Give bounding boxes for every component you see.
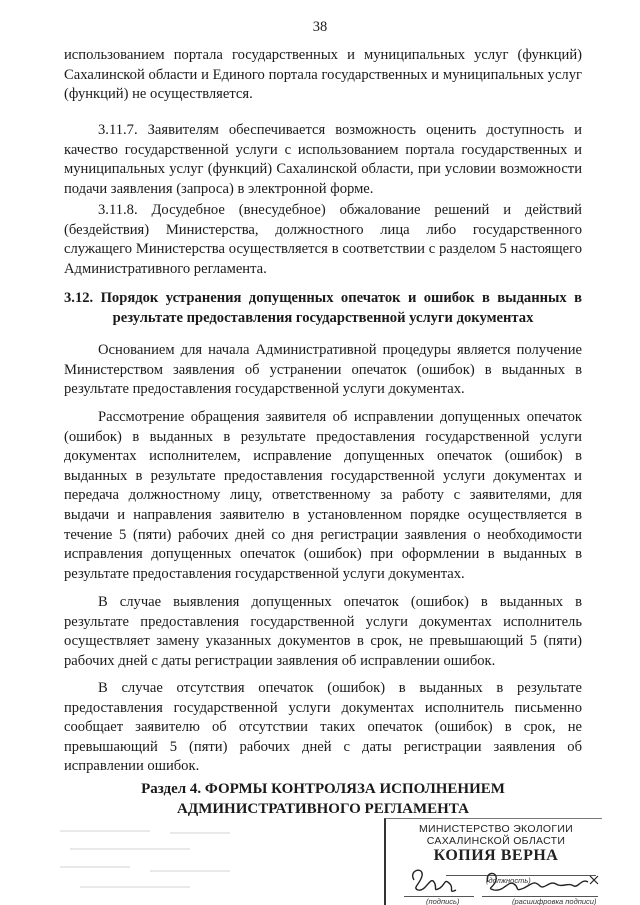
chapter-heading-line-1: Раздел 4. ФОРМЫ КОНТРОЛЯЗА ИСПОЛНЕНИЕМ (141, 781, 505, 797)
paragraph-continuation: использованием портала государственных и муниципальных услуг (функций) Сахалинской области и Единого портала государственных и муниципальных услуг (функций) не осуществляется. (64, 47, 582, 103)
paragraph-errors-absent: В случае отсутствия опечаток (ошибок) в выданных в результате предоставления государственной услуги документах исполнитель письменно сообщает заявителю об отсутствии таких опечаток (ошибок) в срок, не превышающий 5 (пяти) рабочих дней с даты регистрации заявления об исправлении ошибок. (64, 680, 582, 775)
paragraph-3-11-7: 3.11.7. Заявителям обеспечивается возможность оценить доступность и качество государственной услуги с использованием портала государственных и муниципальных услуг (функций) Сахалинской области, при условии возможности подачи заявления (запроса) в электронной форме. (64, 122, 582, 197)
chapter-heading-line-2: АДМИНИСТРАТИВНОГО РЕГЛАМЕНТА (177, 801, 469, 817)
page-number: 38 (312, 19, 328, 35)
stamp-label-position: (должность) (486, 876, 531, 885)
paragraph-basis: Основанием для начала Административной процедуры является получение Министерством заявления об устранении опечаток (ошибок) в выданных в результате предоставления государственной услуги документах. (64, 342, 582, 398)
section-heading-3-12 (64, 289, 582, 328)
stamp-org-line-1: МИНИСТЕРСТВО ЭКОЛОГИИ (418, 823, 574, 835)
stamp-org-line-2: САХАЛИНСКОЙ ОБЛАСТИ (426, 835, 566, 847)
bleed-through-marks (60, 826, 260, 896)
stamp-label-signature: (подпись) (426, 897, 460, 905)
stamp-copy-certified: КОПИЯ ВЕРНА (433, 847, 559, 864)
section-heading-line-2: результате предоставления государственной услуги документах (112, 309, 534, 326)
paragraph-errors-found: В случае выявления допущенных опечаток (ошибок) в выданных в результате предоставления государственной услуги документах исполнитель осуществляет замену указанных документов в срок, не превышающий 5 (пяти) рабочих дней с даты регистрации заявления об исправлении ошибок. (64, 594, 582, 669)
paragraph-3-11-8: 3.11.8. Досудебное (внесудебное) обжалование решений и действий (бездействия) Министерства, должностного лица либо государственного служащего Министерства осуществляется в соответствии с разделом 5 настоящего Административного регламента. (64, 202, 582, 277)
chapter-heading-section-4 (64, 779, 582, 819)
stamp-label-name: (расшифровка подписи) (512, 897, 597, 905)
handwritten-signature (384, 862, 614, 902)
section-heading-line-1: 3.12. Порядок устранения допущенных опечаток и ошибок в выданных в (64, 290, 582, 306)
paragraph-review: Рассмотрение обращения заявителя об исправлении допущенных опечаток (ошибок) в выданных в результате предоставления государственной услуги документах исполнителем, исправление допущенных опечаток (ошибок) в выданных в результате предоставления государственной услуги документах и передача должностному лицу, ответственному за работу с заявителями, для выдачи и направления заявителю в установленном порядке осуществляется в течение 5 (пяти) рабочих дней со дня регистрации заявления о необходимости исправления допущенных опечаток (ошибок) при оформлении в выданных в результате предоставления государственной услуги документах. (64, 409, 582, 582)
